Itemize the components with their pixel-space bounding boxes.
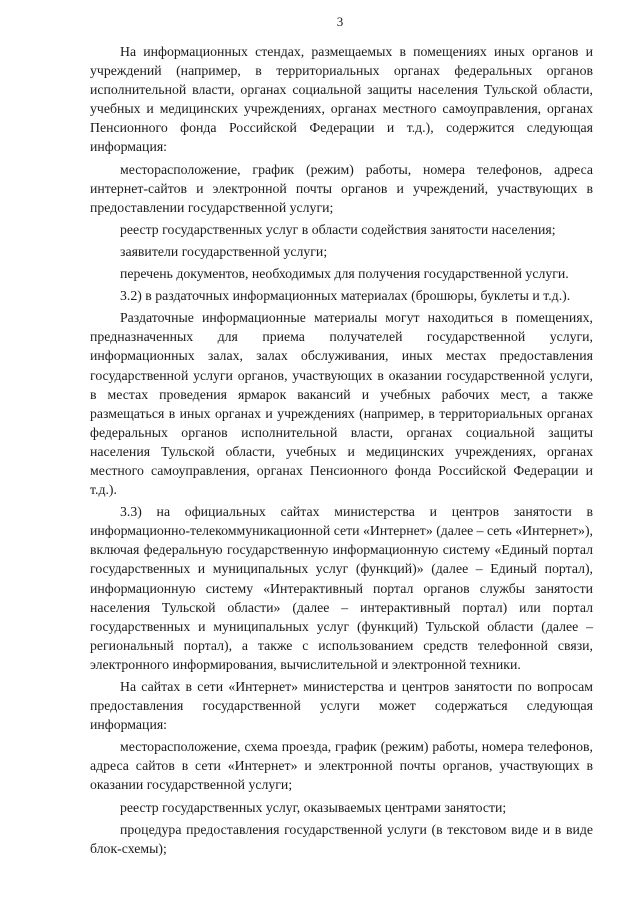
paragraph: Раздаточные информационные материалы могут находиться в помещениях, предназначенных для приема получателей государственной услуги, информационных залах, залах обслуживания, иных местах предоставления государственной услуги органов, участвующих в оказании государственной услуги, в местах проведения ярмарок вакансий и учебных рабочих мест, а также размещаться в иных органах и учреждениях (например, в территориальных органах федеральных органов исполнительной власти, органах социальной защиты населения Тульской области, учебных и медицинских учреждениях, органах местного самоуправления, органах Пенсионного фонда Российской Федерации и т.д.). — [90, 310, 593, 498]
paragraph: заявители государственной услуги; — [120, 243, 328, 259]
paragraph: На сайтах в сети «Интернет» министерства и центров занятости по вопросам предоставления государственной услуги может содержаться следующая информация: — [90, 679, 593, 733]
document-body — [90, 42, 593, 858]
paragraph: месторасположение, схема проезда, график (режим) работы, номера телефонов, адреса сайтов в сети «Интернет» и электронной почты органов, участвующих в оказании государственной услуги; — [90, 739, 593, 793]
paragraph: 3.2) в раздаточных информационных материалах (брошюры, буклеты и т.д.). — [120, 288, 571, 304]
paragraph: месторасположение, график (режим) работы, номера телефонов, адреса интернет-сайтов и электронной почты органов и учреждений, участвующих в предоставлении государственной услуги; — [90, 161, 593, 215]
paragraph: перечень документов, необходимых для получения государственной услуги. — [120, 266, 569, 282]
paragraph: реестр государственных услуг в области содействия занятости населения; — [120, 221, 556, 237]
paragraph: процедура предоставления государственной услуги (в текстовом виде и в виде блок-схемы); — [90, 821, 593, 856]
page-number: 3 — [336, 14, 344, 29]
paragraph: 3.3) на официальных сайтах министерства и центров занятости в информационно-телекоммуникационной сети «Интернет» (далее – сеть «Интернет»), включая федеральную государственную информационную систему «Единый портал государственных и муниципальных услуг (функций)» (далее – Единый портал), информационную систему «Интерактивный портал органов службы занятости населения Тульской области» (далее – интерактивный портал) или портал государственных и муниципальных услуг (функций) Тульской области (далее – региональный портал), а также с использованием средств телефонной связи, электронного информирования, вычислительной и электронной техники. — [90, 504, 593, 672]
paragraph: реестр государственных услуг, оказываемых центрами занятости; — [120, 799, 507, 815]
paragraph: На информационных стендах, размещаемых в помещениях иных органов и учреждений (например, в территориальных органах федеральных органов исполнительной власти, органах социальной защиты населения Тульской области, учебных и медицинских учреждениях, органах местного самоуправления, органах Пенсионного фонда Российской Федерации и т.д.), содержится следующая информация: — [90, 44, 593, 155]
